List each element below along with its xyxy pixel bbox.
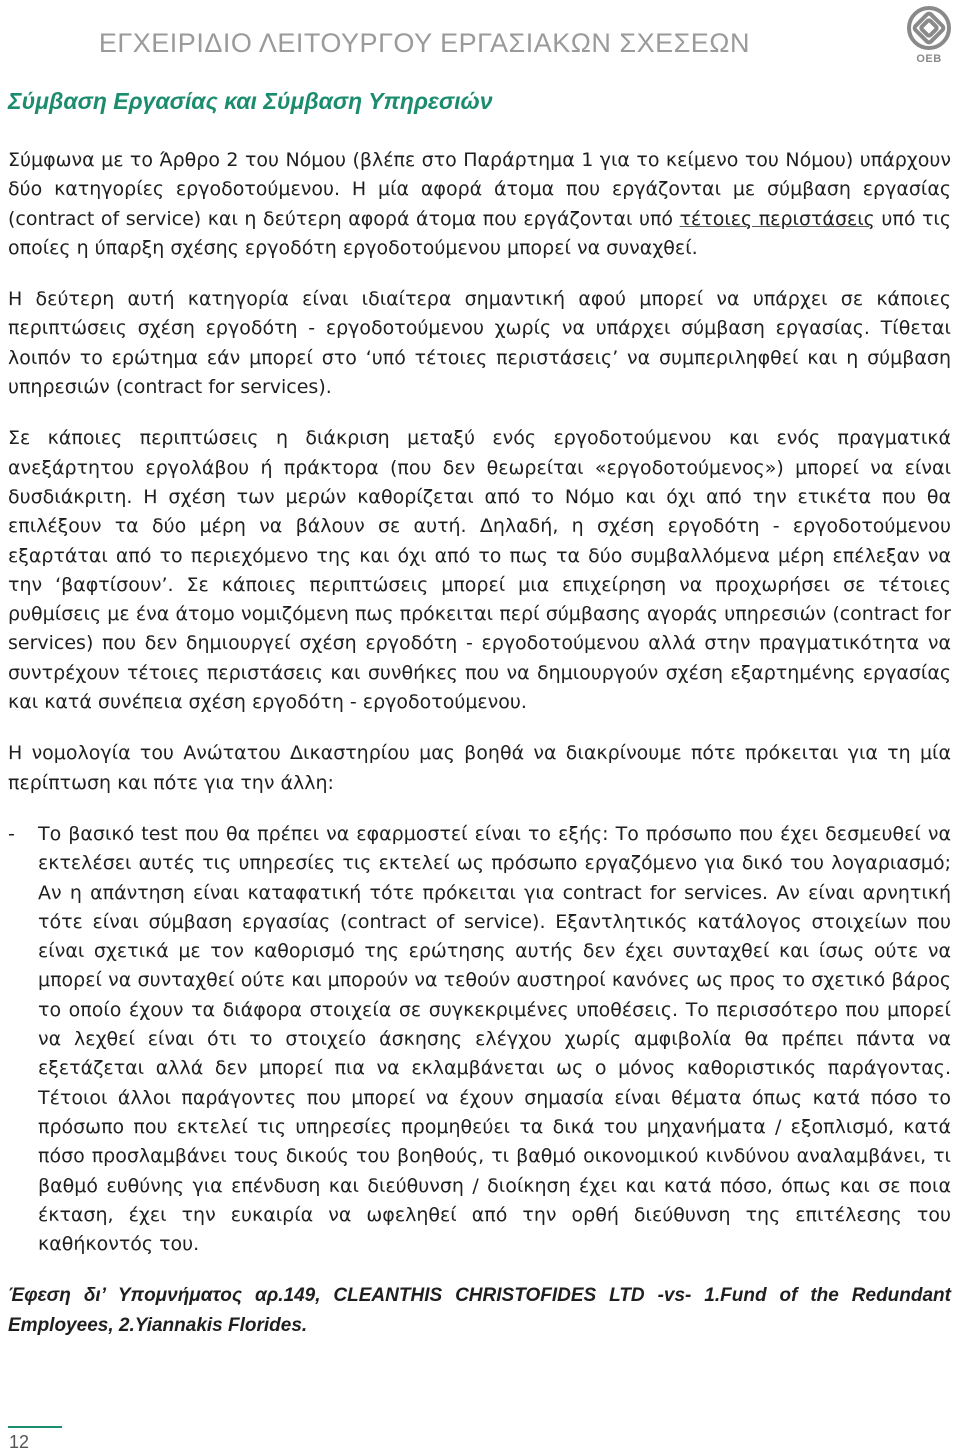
document-header-title: ΕΓΧΕΙΡΙΔΙΟ ΛΕΙΤΟΥΡΓΟΥ ΕΡΓΑΣΙΑΚΩΝ ΣΧΕΣΕΩΝ — [98, 28, 750, 58]
document-body — [8, 146, 951, 1362]
paragraph-1-part-a: Σύμφωνα με το Άρθρο 2 του Νόμου (βλέπε στο Παράρτημα 1 για το κείμενο του Νόμου) υπάρχουν δύο κατηγορίες εργοδοτούμενου. Η μία αφορά άτομα που εργάζονται με σύμβαση εργασίας (contract of service) και η δεύτερη αφορά άτομα που εργάζονται υπό — [8, 149, 951, 230]
paragraph-1-part-b: υπό τις οποίες η ύπαρξη σχέσης εργοδότη εργοδοτούμενου μπορεί να συναχθεί. — [8, 207, 951, 259]
oeb-logo — [902, 4, 956, 70]
paragraph-2: Η δεύτερη αυτή κατηγορία είναι ιδιαίτερα σημαντική αφού μπορεί να υπάρχει σε κάποιες περιπτώσεις σχέση εργοδότη - εργοδοτούμενου χωρίς να υπάρχει σύμβαση εργασίας. Τίθεται λοιπόν το ερώτημα εάν μπορεί στο ‘υπό τέτοιες περιστάσεις’ να συμπεριληφθεί και η σύμβαση υπηρεσιών (contract for services). — [8, 288, 951, 399]
bullet-item — [8, 820, 951, 1259]
bullet-dash: - — [8, 822, 15, 845]
case-citation: Έφεση δι’ Υπομνήματος αρ.149, CLEANTHIS CHRISTOFIDES LTD -vs- 1.Fund of the Redundant Employees, 2.Yiannakis Florides. — [8, 1285, 951, 1336]
paragraph-1-underlined-phrase: τέτοιες περιστάσεις — [679, 207, 875, 230]
paragraph-1 — [8, 146, 951, 263]
oeb-logo-icon — [902, 4, 956, 52]
paragraph-3: Σε κάποιες περιπτώσεις η διάκριση μεταξύ ενός εργοδοτούμενου και ενός πραγματικά ανεξάρτητου εργολάβου ή πράκτορα (που δεν θεωρείται «εργοδοτούμενος») μπορεί να είναι δυσδιάκριτη. Η σχέση των μερών καθορίζεται από το Νόμο και όχι από την ετικέτα που θα επιλέξουν τα δύο μέρη να βάλουν σε αυτή. Δηλαδή, η σχέση εργοδότη - εργοδοτούμενου εξαρτάται από το περιεχόμενο της και όχι από το πως τα δύο συμβαλλόμενα μέρη επέλεξαν να την ‘βαφτίσουν’. Σε κάποιες περιπτώσεις μπορεί μια επιχείρηση να προχωρήσει σε τέτοιες ρυθμίσεις με ένα άτομο νομιζόμενη πως πρόκειται περί σύμβασης αγοράς υπηρεσιών (contract for services) που δεν δημιουργεί σχέση εργοδότη - εργοδοτούμενου αλλά στην πραγματικότητα να συντρέχουν τέτοιες περιστάσεις και συνθήκες που να δημιουργούν σχέση εξαρτημένης εργασίας και κατά συνέπεια σχέση εργοδότη - εργοδοτούμενου. — [8, 427, 951, 714]
page-number: 12 — [9, 1432, 30, 1452]
bullet-text: Το βασικό test που θα πρέπει να εφαρμοστεί είναι το εξής: Το πρόσωπο που έχει δεσμευθεί να εκτελέσει αυτές τις υπηρεσίες τις εκτελεί ως πρόσωπο εργαζόμενο για δικό του λογαριασμό; Αν η απάντηση είναι καταφατική τότε πρόκειται για contract for services. Αν είναι αρνητική τότε είναι σύμβαση εργασίας (contract of service). Εξαντλητικός κατάλογος στοιχείων που είναι σχετικά με τον καθορισμό της ερώτησης αυτής δεν έχει συνταχθεί και ίσως ούτε να μπορεί να συνταχθεί ούτε και μπορούν να τεθούν αυστηροί κανόνες ως προς το σχετικό βάρος το οποίο έχουν τα διάφορα στοιχεία σε συγκεκριμένες υποθέσεις. Το περισσότερο που μπορεί να λεχθεί είναι ότι το στοιχείο άσκησης ελέγχου χωρίς αμφιβολία θα πρέπει πάντα να εξετάζεται αλλά δεν μπορεί πια να εκλαμβάνεται ως ο μόνος καθοριστικός παράγοντας. Τέτοιοι άλλοι παράγοντες που μπορεί να έχουν σημασία είναι θέματα όπως κατά πόσο το πρόσωπο που εκτελεί τις υπηρεσίες προμηθεύει τα δικά του μηχανήματα / εξοπλισμό, κατά πόσο προσλαμβάνει τους δικούς του βοηθούς, τι βαθμό οικονομικού κινδύνου αναλαμβάνει, τι βαθμό ευθύνης για επένδυση και διεύθυνση / διοίκηση έχει και κατά πόσο, όπως και σε ποια έκταση, έχει την ευκαιρία να ωφεληθεί από την ορθή διεύθυνση της επιτέλεσης του καθήκοντός του. — [38, 822, 951, 1256]
paragraph-4: Η νομολογία του Ανώτατου Δικαστηρίου μας βοηθά να διακρίνουμε πότε πρόκειται για τη μία περίπτωση και πότε για την άλλη: — [8, 742, 951, 794]
logo-text: OEB — [916, 53, 942, 65]
section-title: Σύμβαση Εργασίας και Σύμβαση Υπηρεσιών — [8, 88, 493, 114]
page-number-rule — [8, 1426, 62, 1428]
